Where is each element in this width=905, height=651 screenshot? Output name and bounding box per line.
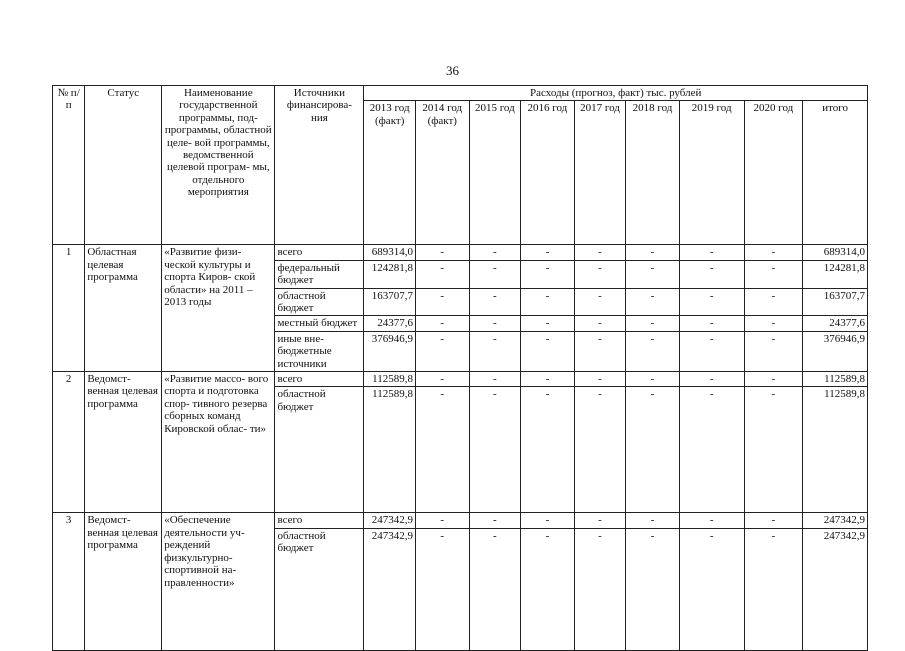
table-row	[53, 245, 868, 260]
value-year-empty: -	[574, 513, 626, 528]
program-num: 1	[53, 245, 85, 372]
value-year-empty: -	[415, 260, 469, 288]
value-year-empty: -	[469, 372, 521, 387]
value-year-empty: -	[626, 316, 680, 331]
value-total: 24377,6	[803, 316, 868, 331]
value-year-empty: -	[415, 372, 469, 387]
program-status: Ведомст- венная целевая программа	[85, 372, 162, 513]
value-year-empty: -	[679, 331, 744, 371]
value-year-empty: -	[521, 528, 575, 650]
value-year-empty: -	[469, 387, 521, 513]
value-year-empty: -	[574, 316, 626, 331]
value-year-empty: -	[521, 387, 575, 513]
value-year-empty: -	[574, 245, 626, 260]
header-year: 2019 год	[679, 101, 744, 245]
funding-source: областной бюджет	[275, 288, 364, 316]
value-year-empty: -	[415, 288, 469, 316]
value-total: 689314,0	[803, 245, 868, 260]
value-year-empty: -	[626, 387, 680, 513]
value-total: 376946,9	[803, 331, 868, 371]
value-year-empty: -	[626, 260, 680, 288]
value-year-empty: -	[415, 316, 469, 331]
value-year-empty: -	[744, 372, 803, 387]
value-year-empty: -	[679, 528, 744, 650]
table-row	[53, 372, 868, 387]
program-name: «Развитие физи- ческой культуры и спорта Киров- ской области» на 2011 – 2013 годы	[162, 245, 275, 372]
value-year-empty: -	[574, 260, 626, 288]
value-year-empty: -	[744, 288, 803, 316]
value-year-empty: -	[415, 528, 469, 650]
value-year-empty: -	[744, 513, 803, 528]
program-status: Ведомст- венная целевая программа	[85, 513, 162, 650]
value-year-empty: -	[415, 387, 469, 513]
table-row	[53, 513, 868, 528]
funding-source: иные вне- бюджетные источники	[275, 331, 364, 371]
value-year-empty: -	[574, 372, 626, 387]
value-total: 112589,8	[803, 372, 868, 387]
header-num: № п/п	[53, 86, 85, 245]
value-2013: 247342,9	[364, 528, 416, 650]
funding-source: всего	[275, 245, 364, 260]
budget-table	[52, 85, 868, 651]
value-year-empty: -	[469, 331, 521, 371]
value-year-empty: -	[679, 387, 744, 513]
value-year-empty: -	[744, 316, 803, 331]
header-total: итого	[803, 101, 868, 245]
value-year-empty: -	[574, 387, 626, 513]
header-year: 2020 год	[744, 101, 803, 245]
value-year-empty: -	[469, 316, 521, 331]
value-year-empty: -	[679, 245, 744, 260]
value-total: 247342,9	[803, 513, 868, 528]
value-year-empty: -	[626, 245, 680, 260]
value-year-empty: -	[626, 372, 680, 387]
value-year-empty: -	[744, 387, 803, 513]
header-year: 2014 год (факт)	[415, 101, 469, 245]
header-expenses: Расходы (прогноз, факт) тыс. рублей	[364, 86, 868, 101]
value-2013: 689314,0	[364, 245, 416, 260]
value-year-empty: -	[521, 513, 575, 528]
value-year-empty: -	[744, 260, 803, 288]
header-year: 2018 год	[626, 101, 680, 245]
value-total: 124281,8	[803, 260, 868, 288]
program-num: 3	[53, 513, 85, 650]
table-body	[53, 245, 868, 650]
value-total: 247342,9	[803, 528, 868, 650]
value-year-empty: -	[626, 513, 680, 528]
value-year-empty: -	[626, 331, 680, 371]
value-year-empty: -	[744, 331, 803, 371]
value-year-empty: -	[679, 260, 744, 288]
value-year-empty: -	[744, 245, 803, 260]
value-year-empty: -	[679, 288, 744, 316]
header-year: 2013 год (факт)	[364, 101, 416, 245]
value-2013: 112589,8	[364, 372, 416, 387]
funding-source: местный бюджет	[275, 316, 364, 331]
value-year-empty: -	[574, 331, 626, 371]
value-year-empty: -	[679, 513, 744, 528]
funding-source: областной бюджет	[275, 528, 364, 650]
value-year-empty: -	[469, 288, 521, 316]
value-2013: 376946,9	[364, 331, 416, 371]
value-total: 112589,8	[803, 387, 868, 513]
value-2013: 247342,9	[364, 513, 416, 528]
value-2013: 124281,8	[364, 260, 416, 288]
value-year-empty: -	[679, 372, 744, 387]
value-year-empty: -	[521, 245, 575, 260]
value-year-empty: -	[744, 528, 803, 650]
value-2013: 112589,8	[364, 387, 416, 513]
value-year-empty: -	[469, 245, 521, 260]
funding-source: всего	[275, 372, 364, 387]
value-2013: 163707,7	[364, 288, 416, 316]
value-year-empty: -	[574, 288, 626, 316]
program-name: «Обеспечение деятельности уч- реждений физкультурно- спортивной на- правленности»	[162, 513, 275, 650]
funding-source: федеральный бюджет	[275, 260, 364, 288]
value-year-empty: -	[469, 528, 521, 650]
page-number: 36	[446, 63, 459, 78]
value-2013: 24377,6	[364, 316, 416, 331]
value-total: 163707,7	[803, 288, 868, 316]
value-year-empty: -	[574, 528, 626, 650]
value-year-empty: -	[521, 316, 575, 331]
header-year: 2017 год	[574, 101, 626, 245]
header-name: Наименование государственной программы, под- программы, областной целе- вой программы, ведомственной целевой програм- мы, отдельного мероприятия	[162, 86, 275, 245]
funding-source: всего	[275, 513, 364, 528]
header-year: 2016 год	[521, 101, 575, 245]
value-year-empty: -	[626, 528, 680, 650]
value-year-empty: -	[415, 245, 469, 260]
header-source: Источники финансирова- ния	[275, 86, 364, 245]
value-year-empty: -	[626, 288, 680, 316]
value-year-empty: -	[469, 513, 521, 528]
value-year-empty: -	[521, 331, 575, 371]
value-year-empty: -	[521, 372, 575, 387]
value-year-empty: -	[521, 288, 575, 316]
value-year-empty: -	[521, 260, 575, 288]
header-status: Статус	[85, 86, 162, 245]
value-year-empty: -	[415, 513, 469, 528]
value-year-empty: -	[469, 260, 521, 288]
funding-source: областной бюджет	[275, 387, 364, 513]
value-year-empty: -	[679, 316, 744, 331]
program-num: 2	[53, 372, 85, 513]
program-name: «Развитие массо- вого спорта и подготовка спор- тивного резерва сборных команд Кировской облас- ти»	[162, 372, 275, 513]
value-year-empty: -	[415, 331, 469, 371]
program-status: Областная целевая программа	[85, 245, 162, 372]
header-row-top	[53, 86, 868, 101]
header-year: 2015 год	[469, 101, 521, 245]
